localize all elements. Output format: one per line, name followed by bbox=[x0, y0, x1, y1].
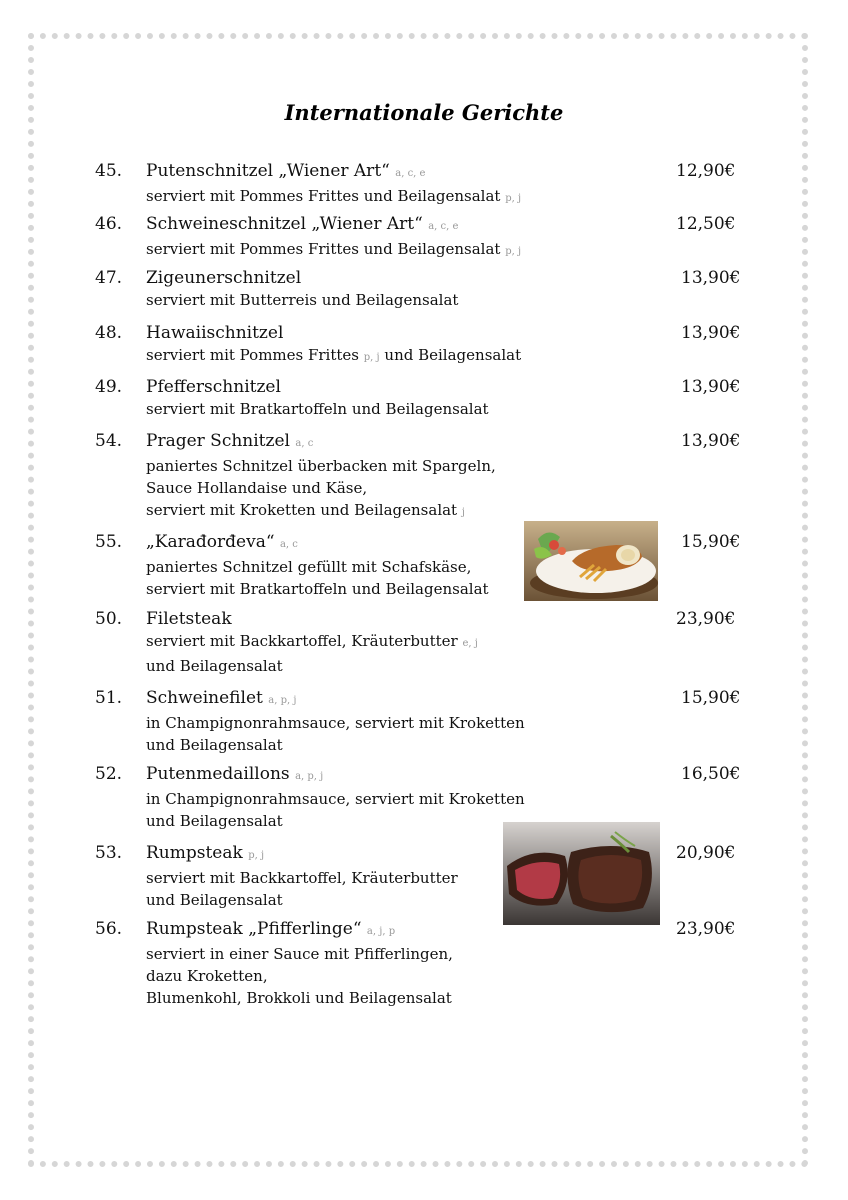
description-text: serviert in einer Sauce mit Pfifferlingen, bbox=[146, 945, 453, 963]
description-text: und Beilagensalat bbox=[384, 346, 522, 364]
item-number: 56. bbox=[95, 919, 123, 939]
item-number: 49. bbox=[95, 377, 123, 397]
item-text bbox=[146, 430, 586, 524]
item-name-line bbox=[146, 267, 586, 289]
description-text: serviert mit Pommes Frittes und Beilagensalat bbox=[146, 240, 501, 258]
description-text: serviert mit Pommes Frittes bbox=[146, 346, 359, 364]
item-text bbox=[146, 267, 586, 311]
item-description bbox=[146, 398, 586, 420]
allergen-codes: a, p, j bbox=[268, 695, 297, 706]
item-number: 50. bbox=[95, 609, 123, 629]
item-text bbox=[146, 918, 586, 1009]
item-number: 54. bbox=[95, 431, 123, 451]
item-name: Rumpsteak „Pfifferlinge“ bbox=[146, 919, 362, 939]
item-price: 13,90€ bbox=[681, 377, 741, 397]
item-name: Schweinefilet bbox=[146, 688, 263, 708]
allergen-codes: a, j, p bbox=[366, 926, 396, 937]
item-price: 20,90€ bbox=[676, 843, 736, 863]
item-number: 51. bbox=[95, 688, 123, 708]
allergen-codes: j bbox=[461, 507, 465, 518]
description-text: paniertes Schnitzel überbacken mit Spargeln, bbox=[146, 457, 496, 475]
item-name: Putenschnitzel „Wiener Art“ bbox=[146, 161, 390, 181]
item-text bbox=[146, 687, 586, 756]
allergen-codes: p, j bbox=[505, 246, 522, 257]
item-number: 52. bbox=[95, 764, 123, 784]
page-title: Internationale Gerichte bbox=[284, 100, 564, 125]
item-name-line bbox=[146, 213, 586, 238]
item-name: Rumpsteak bbox=[146, 843, 243, 863]
item-description bbox=[146, 289, 586, 311]
allergen-codes: p, j bbox=[505, 193, 522, 204]
item-price: 23,90€ bbox=[676, 609, 736, 629]
item-name: Filetsteak bbox=[146, 609, 232, 629]
item-price: 13,90€ bbox=[681, 268, 741, 288]
description-text: Blumenkohl, Brokkoli und Beilagensalat bbox=[146, 989, 452, 1007]
item-text bbox=[146, 608, 586, 677]
allergen-codes: a, c bbox=[279, 539, 298, 550]
item-number: 53. bbox=[95, 843, 123, 863]
description-text: in Champignonrahmsauce, serviert mit Kroketten bbox=[146, 714, 525, 732]
item-description bbox=[146, 965, 586, 987]
description-text: serviert mit Bratkartoffeln und Beilagensalat bbox=[146, 400, 489, 418]
item-price: 13,90€ bbox=[681, 431, 741, 451]
description-text: und Beilagensalat bbox=[146, 736, 283, 754]
item-description bbox=[146, 578, 586, 600]
item-text bbox=[146, 531, 586, 600]
description-text: in Champignonrahmsauce, serviert mit Kroketten bbox=[146, 790, 525, 808]
item-name: Zigeunerschnitzel bbox=[146, 268, 302, 288]
item-description bbox=[146, 185, 586, 210]
item-description bbox=[146, 655, 586, 677]
item-description bbox=[146, 455, 586, 477]
description-text: dazu Kroketten, bbox=[146, 967, 268, 985]
item-text bbox=[146, 322, 586, 369]
item-description bbox=[146, 943, 586, 965]
item-price: 12,90€ bbox=[676, 161, 736, 181]
description-text: serviert mit Backkartoffel, Kräuterbutter bbox=[146, 869, 458, 887]
description-text: serviert mit Pommes Frittes und Beilagensalat bbox=[146, 187, 501, 205]
item-name: Putenmedaillons bbox=[146, 764, 290, 784]
allergen-codes: a, c bbox=[295, 438, 314, 449]
item-name: Schweineschnitzel „Wiener Art“ bbox=[146, 214, 423, 234]
description-text: und Beilagensalat bbox=[146, 657, 283, 675]
item-description bbox=[146, 987, 586, 1009]
allergen-codes: p, j bbox=[363, 352, 380, 363]
item-price: 15,90€ bbox=[681, 532, 741, 552]
item-name-line bbox=[146, 430, 586, 455]
rumpsteak-photo bbox=[503, 822, 660, 925]
allergen-codes: a, p, j bbox=[295, 771, 324, 782]
item-name-line bbox=[146, 160, 586, 185]
allergen-codes: a, c, e bbox=[395, 168, 426, 179]
item-description bbox=[146, 344, 586, 369]
allergen-codes: p, j bbox=[248, 850, 265, 861]
item-name: Prager Schnitzel bbox=[146, 431, 290, 451]
description-text: serviert mit Backkartoffel, Kräuterbutter bbox=[146, 632, 458, 650]
item-number: 48. bbox=[95, 323, 123, 343]
item-price: 13,90€ bbox=[681, 323, 741, 343]
item-text bbox=[146, 376, 586, 420]
description-text: serviert mit Bratkartoffeln und Beilagensalat bbox=[146, 580, 489, 598]
item-description bbox=[146, 734, 586, 756]
description-text: Sauce Hollandaise und Käse, bbox=[146, 479, 368, 497]
description-text: paniertes Schnitzel gefüllt mit Schafskäse, bbox=[146, 558, 472, 576]
item-name: Pfefferschnitzel bbox=[146, 377, 281, 397]
karadjordjeva-photo bbox=[524, 521, 658, 601]
item-description bbox=[146, 630, 586, 655]
item-name-line bbox=[146, 376, 586, 398]
item-name: Hawaiischnitzel bbox=[146, 323, 284, 343]
item-price: 23,90€ bbox=[676, 919, 736, 939]
item-number: 46. bbox=[95, 214, 123, 234]
item-text bbox=[146, 213, 586, 263]
description-text: und Beilagensalat bbox=[146, 891, 283, 909]
allergen-codes: a, c, e bbox=[428, 221, 459, 232]
item-description bbox=[146, 556, 586, 578]
description-text: serviert mit Kroketten und Beilagensalat bbox=[146, 501, 458, 519]
item-name-line bbox=[146, 687, 586, 712]
item-text bbox=[146, 160, 586, 210]
description-text: und Beilagensalat bbox=[146, 812, 283, 830]
item-description bbox=[146, 788, 586, 810]
item-name-line bbox=[146, 531, 586, 556]
item-name: „Karađorđeva“ bbox=[146, 532, 275, 552]
item-description bbox=[146, 238, 586, 263]
item-description bbox=[146, 477, 586, 499]
item-number: 47. bbox=[95, 268, 123, 288]
item-name-line bbox=[146, 608, 586, 630]
item-number: 45. bbox=[95, 161, 123, 181]
item-description bbox=[146, 712, 586, 734]
item-price: 15,90€ bbox=[681, 688, 741, 708]
item-name-line bbox=[146, 763, 586, 788]
allergen-codes: e, j bbox=[462, 638, 478, 649]
item-name-line bbox=[146, 322, 586, 344]
description-text: serviert mit Butterreis und Beilagensalat bbox=[146, 291, 459, 309]
item-price: 16,50€ bbox=[681, 764, 741, 784]
item-number: 55. bbox=[95, 532, 123, 552]
item-description bbox=[146, 499, 586, 524]
item-price: 12,50€ bbox=[676, 214, 736, 234]
